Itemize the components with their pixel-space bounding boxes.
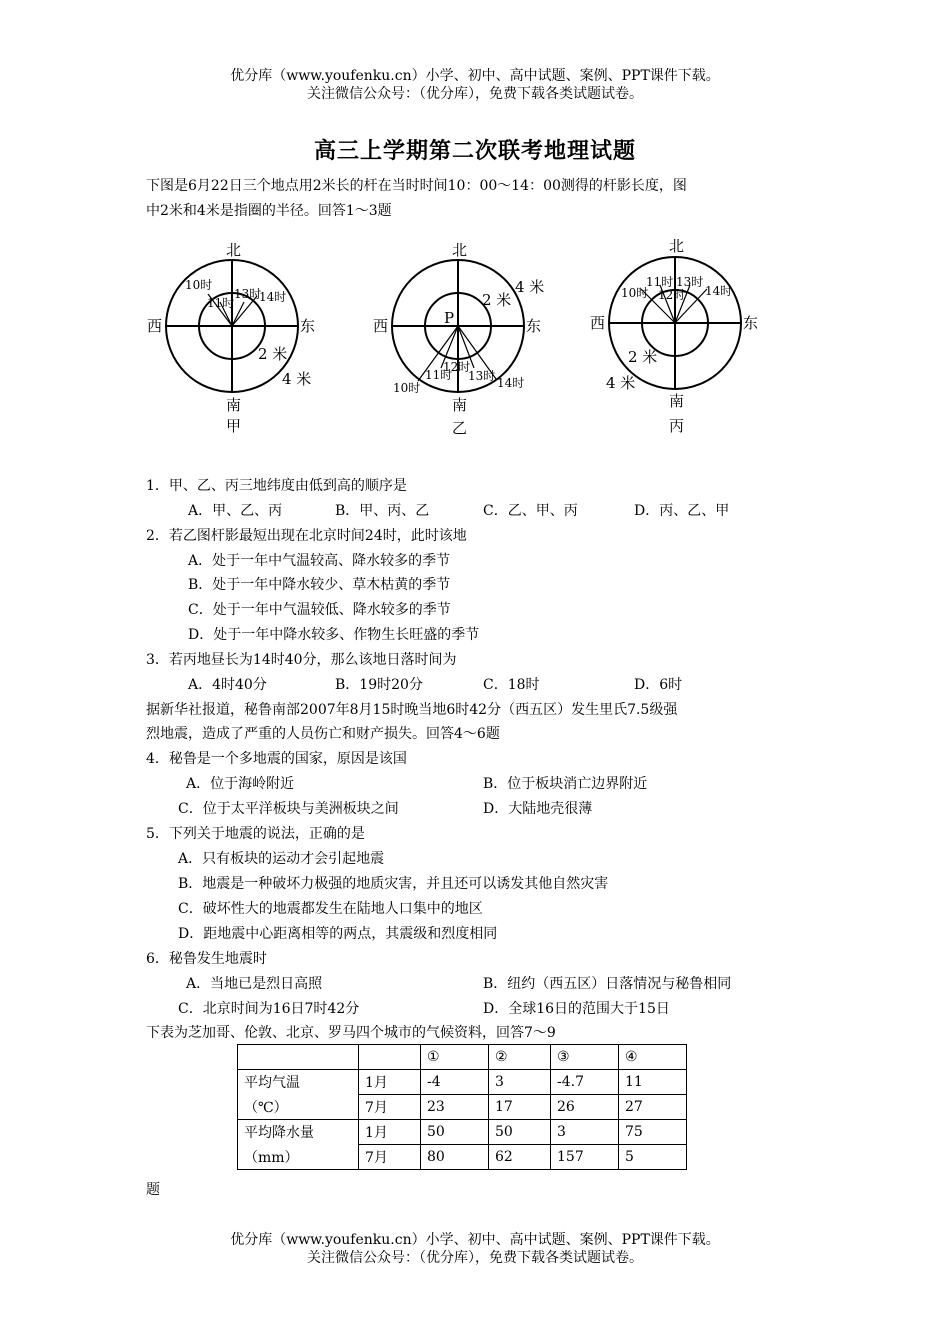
bing-t11: 11时 <box>646 275 674 289</box>
jia-east: 东 <box>300 317 316 335</box>
bing-t14: 14时 <box>705 284 733 298</box>
q1-option-a: A．甲、乙、丙 <box>188 503 283 519</box>
table-corner-2 <box>359 1045 421 1070</box>
page-title: 高三上学期第二次联考地理试题 <box>313 138 636 164</box>
table-cell: 157 <box>551 1145 619 1170</box>
table-cell: 27 <box>619 1095 687 1120</box>
jia-r4: 4 米 <box>282 370 312 388</box>
q6-stem: 6．秘鲁发生地震时 <box>146 951 267 967</box>
table-cell: 11 <box>619 1070 687 1095</box>
table-row <box>238 1145 687 1170</box>
q5-option-d: D．距地震中心距离相等的两点，其震级和烈度相同 <box>178 926 498 942</box>
intro-2-line-2: 烈地震，造成了严重的人员伤亡和财产损失。回答4～6题 <box>146 726 500 742</box>
q5-stem: 5．下列关于地震的说法，正确的是 <box>146 826 365 842</box>
month-label: 1月 <box>359 1120 421 1145</box>
q1-option-c: C．乙、甲、丙 <box>483 503 578 519</box>
prec-label-2: （mm） <box>238 1145 359 1170</box>
bing-west: 西 <box>590 314 606 332</box>
yi-name: 乙 <box>452 419 468 437</box>
q5-option-a: A．只有板块的运动才会引起地震 <box>178 851 385 867</box>
month-label: 1月 <box>359 1070 421 1095</box>
table-cell: 5 <box>619 1145 687 1170</box>
intro-3: 下表为芝加哥、伦敦、北京、罗马四个城市的气候资料，回答7～9 <box>146 1025 556 1041</box>
bing-t10: 10时 <box>621 286 649 300</box>
table-cell: 75 <box>619 1120 687 1145</box>
q6-option-b: B．纽约（西五区）日落情况与秘鲁相同 <box>483 976 732 992</box>
bing-t12: 12时 <box>658 288 686 302</box>
table-cell: 23 <box>421 1095 489 1120</box>
bing-name: 丙 <box>669 417 685 435</box>
month-label: 7月 <box>359 1095 421 1120</box>
q5-option-b: B．地震是一种破坏力极强的地质灾害，并且还可以诱发其他自然灾害 <box>178 876 609 892</box>
footer-line-1: 优分库（www.youfenku.cn）小学、初中、高中试题、案例、PPT课件下载。 <box>230 1232 720 1248</box>
jia-west: 西 <box>147 317 163 335</box>
yi-t13: 13时 <box>468 369 496 383</box>
intro-1-line-2: 中2米和4米是指圈的半径。回答1～3题 <box>146 203 392 219</box>
table-cell: 62 <box>489 1145 551 1170</box>
bing-north: 北 <box>669 237 685 255</box>
yi-east: 东 <box>526 317 542 335</box>
yi-west: 西 <box>373 317 389 335</box>
q3-option-c: C．18时 <box>483 677 540 693</box>
q5-option-c: C．破坏性大的地震都发生在陆地人口集中的地区 <box>178 901 483 917</box>
table-cell: 3 <box>551 1120 619 1145</box>
yi-r4: 4 米 <box>515 278 545 296</box>
bing-t13: 13时 <box>676 275 704 289</box>
yi-t12: 12时 <box>443 360 471 374</box>
q6-option-a: A．当地已是烈日高照 <box>186 976 323 992</box>
month-label: 7月 <box>359 1145 421 1170</box>
table-header-4: ④ <box>619 1045 687 1070</box>
yi-r2: 2 米 <box>482 291 512 309</box>
q4-option-c: C．位于太平洋板块与美洲板块之间 <box>178 801 399 817</box>
q6-option-c: C．北京时间为16日7时42分 <box>178 1001 360 1017</box>
header-line-2: 关注微信公众号：（优分库），免费下载各类试题试卷。 <box>307 86 643 102</box>
jia-south: 南 <box>226 396 242 414</box>
q2-option-a: A．处于一年中气温较高、降水较多的季节 <box>188 553 451 569</box>
q4-stem: 4．秘鲁是一个多地震的国家，原因是该国 <box>146 751 407 767</box>
table-row <box>238 1095 687 1120</box>
table-cell: 17 <box>489 1095 551 1120</box>
table-row <box>238 1120 687 1145</box>
q3-option-a: A．4时40分 <box>188 677 267 693</box>
jia-t11: 11时 <box>207 296 235 310</box>
yi-point-p: P <box>444 309 455 327</box>
footer-line-2: 关注微信公众号：（优分库），免费下载各类试题试卷。 <box>307 1250 643 1266</box>
q1-stem: 1．甲、乙、丙三地纬度由低到高的顺序是 <box>146 478 407 494</box>
q3-stem: 3．若丙地昼长为14时40分，那么该地日落时间为 <box>146 652 457 668</box>
q1-option-d: D．丙、乙、甲 <box>634 503 730 519</box>
tail-text: 题 <box>146 1182 160 1198</box>
table-header-1: ① <box>421 1045 489 1070</box>
table-cell: 50 <box>489 1120 551 1145</box>
table-cell: -4 <box>421 1070 489 1095</box>
table-cell: 50 <box>421 1120 489 1145</box>
jia-north: 北 <box>226 241 242 259</box>
intro-2-line-1: 据新华社报道，秘鲁南部2007年8月15时晚当地6时42分（西五区）发生里氏7.5级强 <box>146 702 678 718</box>
yi-south: 南 <box>452 396 468 414</box>
q3-option-d: D．6时 <box>634 677 683 693</box>
table-row <box>238 1070 687 1095</box>
bing-r4: 4 米 <box>606 374 636 392</box>
climate-table <box>237 1044 687 1170</box>
shadow-diagrams <box>0 230 950 450</box>
yi-t10: 10时 <box>393 381 421 395</box>
q6-option-d: D．全球16日的范围大于15日 <box>483 1001 670 1017</box>
temp-label-2: （℃） <box>238 1095 359 1120</box>
bing-south: 南 <box>669 392 685 410</box>
jia-name: 甲 <box>226 417 242 435</box>
bing-east: 东 <box>743 314 759 332</box>
q2-stem: 2．若乙图杆影最短出现在北京时间24时，此时该地 <box>146 528 467 544</box>
q1-option-b: B．甲、丙、乙 <box>335 503 430 519</box>
yi-t14: 14时 <box>497 376 525 390</box>
q2-option-d: D．处于一年中降水较多、作物生长旺盛的季节 <box>188 627 480 643</box>
jia-r2: 2 米 <box>258 345 288 363</box>
q2-option-b: B．处于一年中降水较少、草木枯黄的季节 <box>188 577 451 593</box>
table-cell: 80 <box>421 1145 489 1170</box>
table-header-row <box>238 1045 687 1070</box>
table-cell: 3 <box>489 1070 551 1095</box>
temp-label-1: 平均气温 <box>238 1070 359 1095</box>
table-header-2: ② <box>489 1045 551 1070</box>
header-line-1: 优分库（www.youfenku.cn）小学、初中、高中试题、案例、PPT课件下载。 <box>230 68 720 84</box>
jia-t14: 14时 <box>259 290 287 304</box>
q4-option-a: A．位于海岭附近 <box>186 776 295 792</box>
jia-t10: 10时 <box>185 278 213 292</box>
table-header-3: ③ <box>551 1045 619 1070</box>
yi-north: 北 <box>452 241 468 259</box>
table-cell: -4.7 <box>551 1070 619 1095</box>
q3-option-b: B．19时20分 <box>335 677 423 693</box>
bing-r2: 2 米 <box>628 348 658 366</box>
yi-t11: 11时 <box>425 368 453 382</box>
q4-option-d: D．大陆地壳很薄 <box>483 801 593 817</box>
prec-label-1: 平均降水量 <box>238 1120 359 1145</box>
table-corner <box>238 1045 359 1070</box>
q2-option-c: C．处于一年中气温较低、降水较多的季节 <box>188 602 451 618</box>
intro-1-line-1: 下图是6月22日三个地点用2米长的杆在当时时间10：00～14：00测得的杆影长度，图 <box>146 178 687 194</box>
table-cell: 26 <box>551 1095 619 1120</box>
q4-option-b: B．位于板块消亡边界附近 <box>483 776 648 792</box>
jia-t13: 13时 <box>234 287 262 301</box>
